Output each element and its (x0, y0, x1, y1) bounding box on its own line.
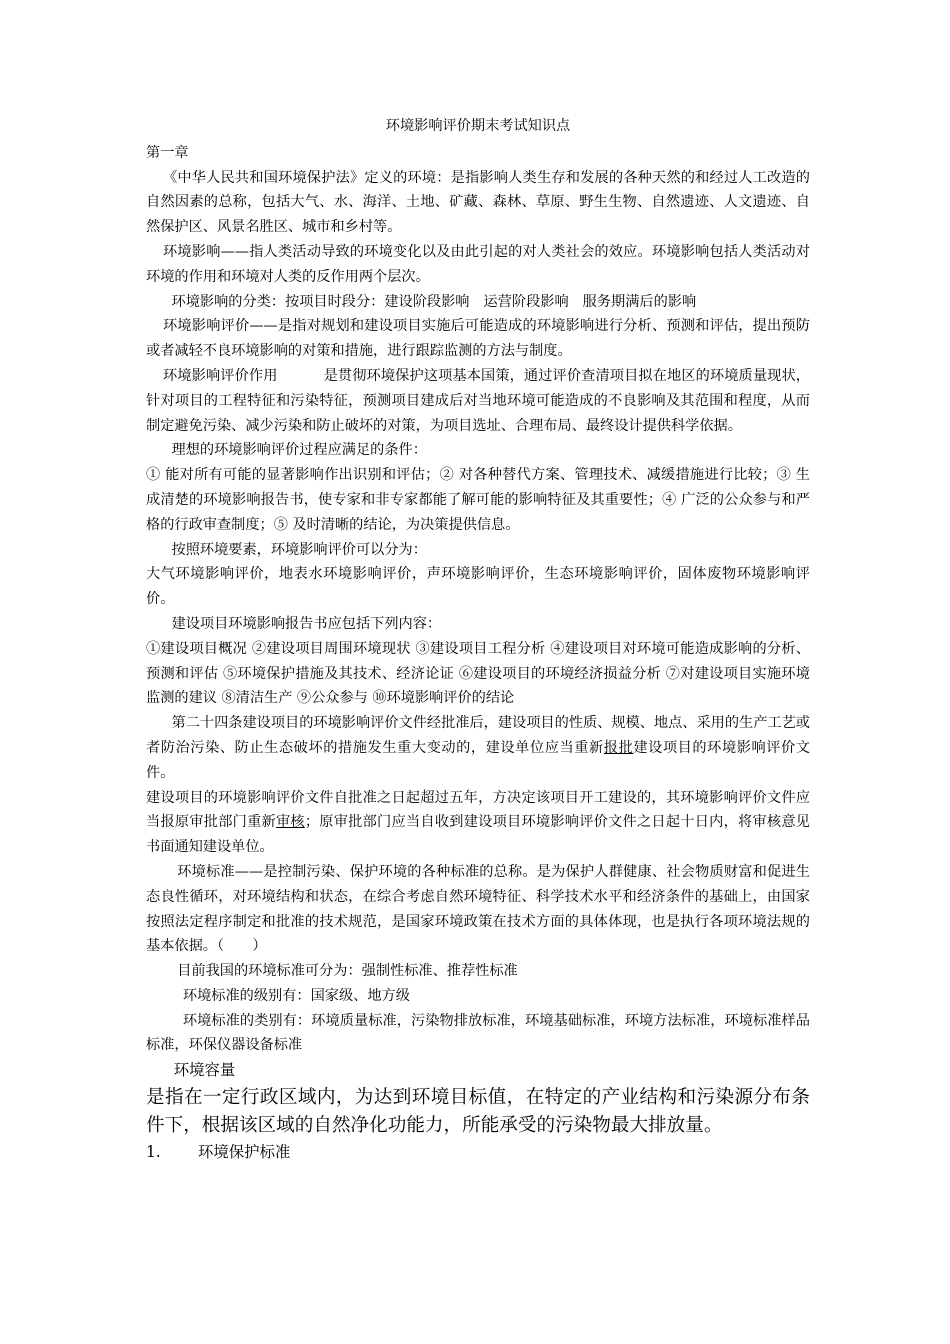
item-text: 环境保护标准 (198, 1143, 291, 1162)
numbered-item-1 (146, 1140, 810, 1164)
paragraph-ideal-heading: 理想的环境影响评价过程应满足的条件： (171, 442, 427, 459)
five-year-tail: ；原审批部门应当自收到建设项目环境影响评价文件之日起十日内，将审核意见书面通知建设单位。 (146, 814, 810, 856)
paragraph-elements-heading: 按照环境要素，环境影响评价可以分为： (171, 541, 427, 558)
paragraph-standard-definition: 环境标准——是控制污染、保护环境的各种标准的总称。是为保护人群健康、社会物质财富和促进生态良性循环，对环境结构和状态，在综合考虑自然环境特征、科学技术水平和经济条件的基础上，由国家按照法定程序制定和批准的技术规范，是国家环境政策在技术方面的具体体现，也是执行各项环境法规的基本依据。（ ） (146, 863, 810, 955)
document-body (146, 114, 810, 1164)
impact-class-lead: 环境影响的分类：按项目时段分：建设阶段影响 (171, 293, 470, 310)
paragraph-standard-levels: 环境标准的级别有：国家级、地方级 (182, 987, 410, 1004)
paragraph-article-24 (146, 711, 810, 785)
impact-class-operation: 运营阶段影响 (483, 293, 569, 310)
article-24-underlined: 报批 (603, 739, 634, 756)
doc-title: 环境影响评价期末考试知识点 (385, 118, 571, 134)
article-24-text: 第二十四条建设项目的环境影响评价文件经批准后，建设项目的性质、规模、地点、采用的生产工艺或者防治污染、防止生态破坏的措施发生重大变动的，建设单位应当重新 (146, 715, 810, 756)
paragraph-elements-list: 大气环境影响评价，地表水环境影响评价，声环境影响评价，生态环境影响评价，固体废物环境影响评价。 (146, 566, 810, 608)
impact-class-post-service: 服务期满后的影响 (582, 293, 697, 310)
five-year-text: 建设项目的环境影响评价文件自批准之日起超过五年，方决定该项目开工建设的，其环境影响评价文件应当报原审批部门重新 (146, 789, 810, 831)
paragraph-five-year-rule (146, 786, 810, 860)
item-number: 1. (146, 1143, 161, 1162)
paragraph-report-list: ①建设项目概况 ②建设项目周围环境现状 ③建设项目工程分析 ④建设项目对环境可能造成影响的分析、预测和评估 ⑤环境保护措施及其技术、经济论证 ⑥建设项目的环境经济损益分析 ⑦对建设项目实施环境监测的建议 ⑧清洁生产 ⑨公众参与 ⑩环境影响评价的结论 (146, 640, 810, 707)
paragraph-standard-types: 环境标准的类别有：环境质量标准，污染物排放标准，环境基础标准，环境方法标准，环境标准样品标准，环保仪器设备标准 (146, 1012, 810, 1054)
paragraph-standard-kinds: 目前我国的环境标准可分为：强制性标准、推荐性标准 (177, 963, 518, 980)
paragraph-eia-role (146, 364, 810, 438)
paragraph-report-heading: 建设项目环境影响报告书应包括下列内容： (171, 615, 442, 632)
paragraph-environment-definition: 《中华人民共和国环境保护法》定义的环境：是指影响人类生存和发展的各种天然的和经过人工改造的自然因素的总称，包括大气、水、海洋、土地、矿藏、森林、草原、野生生物、自然遗迹、人文遗迹、自然保护区、风景名胜区、城市和乡村等。 (146, 169, 810, 236)
paragraph-ideal-list: ① 能对所有可能的显著影响作出识别和评估；② 对各种替代方案、管理技术、减缓措施进行比较；③ 生成清楚的环境影响报告书，使专家和非专家都能了解可能的影响特征及其重要性；④ 广泛的公众参与和严格的行政审查制度；⑤ 及时清晰的结论，为决策提供信息。 (146, 467, 810, 533)
capacity-heading: 环境容量 (173, 1061, 236, 1080)
paragraph-impact-classification (146, 290, 810, 315)
article-24-tail: 建设项目的环境影响评价文件。 (146, 739, 810, 781)
paragraph-impact-definition: 环境影响——指人类活动导致的环境变化以及由此引起的对人类社会的效应。环境影响包括人类活动对环境的作用和环境对人类的反作用两个层次。 (146, 243, 810, 285)
eia-role-label: 环境影响评价作用 (163, 367, 278, 384)
eia-role-text: 是贯彻环境保护这项基本国策，通过评价查清项目拟在地区的环境质量现状，针对项目的工程特征和污染特征，预测项目建成后对当地环境可能造成的不良影响及其范围和程度，从而制定避免污染、减少污染和防止破坏的对策，为项目选址、合理布局、最终设计提供科学依据。 (146, 367, 810, 434)
paragraph-eia-definition: 环境影响评价——是指对规划和建设项目实施后可能造成的环境影响进行分析、预测和评估，提出预防或者减轻不良环境影响的对策和措施，进行跟踪监测的方法与制度。 (146, 318, 810, 360)
chapter-heading: 第一章 (146, 144, 189, 161)
capacity-definition: 是指在一定行政区域内，为达到环境目标值，在特定的产业结构和污染源分布条件下，根据该区域的自然净化功能力，所能承受的污染物最大排放量。 (146, 1087, 810, 1137)
five-year-underlined: 审核 (275, 814, 305, 831)
